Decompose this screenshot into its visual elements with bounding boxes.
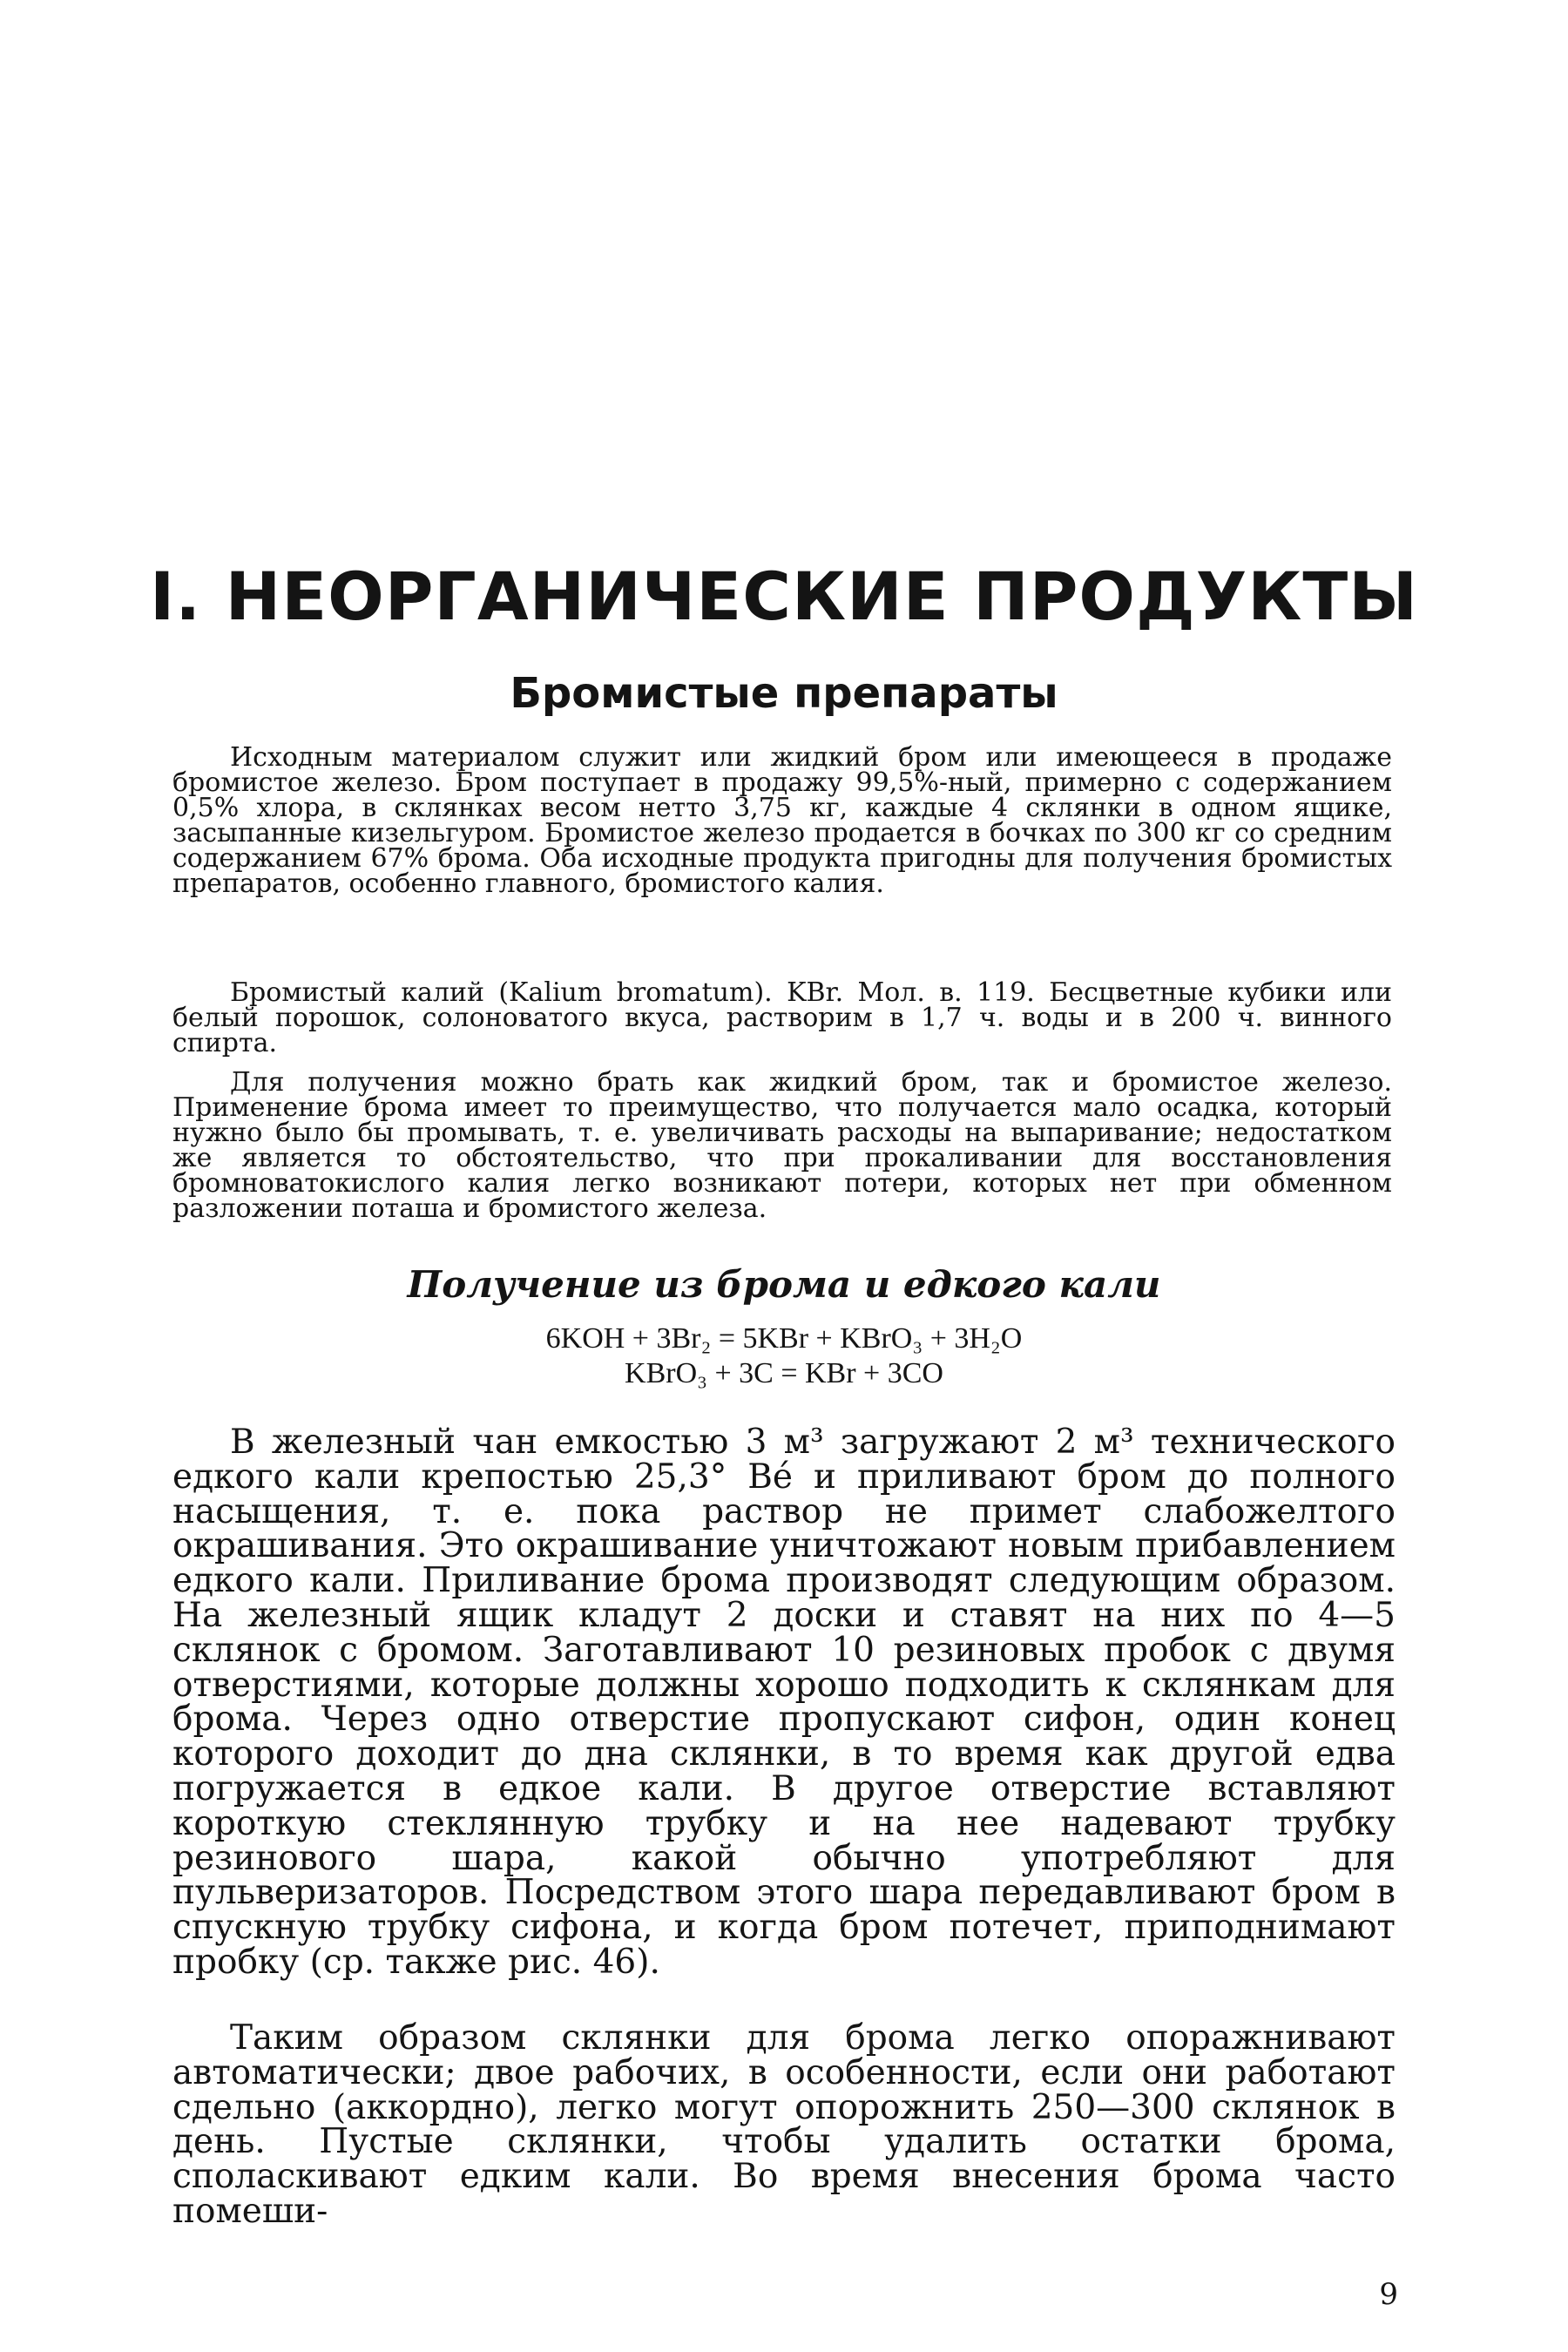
equation-1: 6KOH + 3Br₂ = 5KBr + KBrO₃ + 3H₂O <box>545 1322 1023 1355</box>
section-title: Бромистые препараты <box>510 669 1058 718</box>
potassium-bromide-paragraph: Бромистый калий (Kalium bromatum). KBr. Мол. в. 119. Бесцветные кубики или белый порошок, солоноватого вкуса, растворим в 1,7 ч. воды и в 200 ч. винного спирта. <box>172 977 1392 1058</box>
method-heading: Получение из брома и едкого кали <box>407 1263 1161 1306</box>
preparation-paragraph: Для получения можно брать как жидкий бром, так и бромистое железо. Применение брома имеет то преимущество, что получается мало осадка, который нужно было бы промывать, т. е. увеличивать расходы на выпаривание; недостатком же является то обстоятельство, что при прокаливании для восстановления бромноватокислого калия легко возникают потери, которых нет при обменном разложении поташа и бромистого железа. <box>172 1067 1392 1224</box>
intro-paragraph: Исходным материалом служит или жидкий бром или имеющееся в продаже бромистое железо. Бром поступает в продажу 99,5%-ный, примерно с содержанием 0,5% хлора, в склянках весом нетто 3,75 кг, каждые 4 склянки в одном ящике, засыпанные кизельгуром. Бромистое железо продается в бочках по 300 кг со средним содержанием 67% брома. Оба исходные продукта пригодны для получения бромистых препаратов, особенно главного, бромистого калия. <box>172 742 1392 899</box>
equation-2: KBrO₃ + 3C = KBr + 3CO <box>625 1357 943 1389</box>
process-paragraph: В железный чан емкостью 3 м³ загружают 2 м³ технического едкого кали крепостью 25,3° Bé и приливают бром до полного насыщения, т. е. пока раствор не примет слабожелтого окрашивания. Это окрашивание уничтожают новым прибавлением едкого кали. Приливание брома производят следующим образом. На железный ящик кладут 2 доски и ставят на них по 4—5 склянок с бромом. Заготавливают 10 резиновых пробок с двумя отверстиями, которые должны хорошо подходить к склянкам для брома. Через одно отверстие пропускают сифон, один конец которого доходит до дна склянки, в то время как другой едва погружается в едкое кали. В другое отверстие вставляют короткую стеклянную трубку и на нее надевают трубку резинового шара, какой обычно употребляют для пульверизаторов. Посредством этого шара передавливают бром в спускную трубку сифона, и когда бром потечет, приподнимают пробку (ср. также рис. 46). <box>172 1423 1396 1982</box>
page-number: 9 <box>1379 2277 1398 2312</box>
emptying-paragraph: Таким образом склянки для брома легко опоражнивают автоматически; двое рабочих, в особенности, если они работают сдельно (аккордно), легко могут опорожнить 250—300 склянок в день. Пустые склянки, чтобы удалить остатки брома, споласкивают едким кали. Во время внесения брома часто помеши- <box>172 2018 1396 2231</box>
chapter-title: I. НЕОРГАНИЧЕСКИЕ ПРОДУКТЫ <box>149 558 1418 635</box>
